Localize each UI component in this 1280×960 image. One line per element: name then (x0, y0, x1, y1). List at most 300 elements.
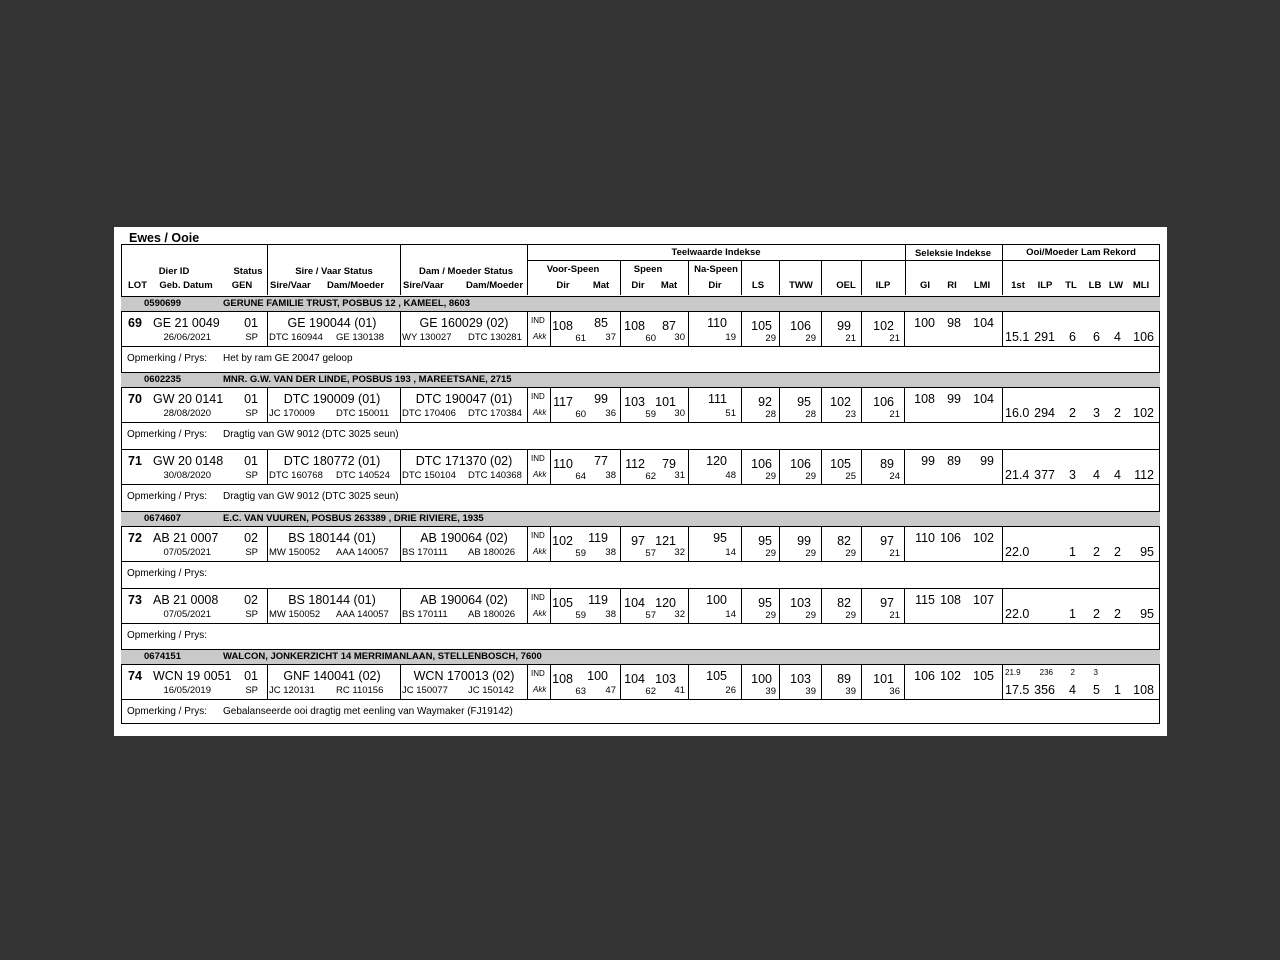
lot-col-rule (741, 588, 742, 623)
sp-dir-akk: 62 (645, 471, 656, 482)
lot-col-rule (620, 664, 621, 699)
akk-label: Akk (533, 332, 547, 341)
rec-tl-value: 1 (1069, 607, 1076, 621)
note-text: Dragtig van GW 9012 (DTC 3025 seun) (223, 491, 399, 502)
ilp-akk: 21 (889, 409, 900, 420)
lot-col-rule (741, 387, 742, 422)
lot-col-rule (741, 311, 742, 346)
ls-akk: 39 (765, 686, 776, 697)
note-top-rule (121, 623, 1160, 624)
lot-col-rule (620, 311, 621, 346)
breeder-code: 0590699 (144, 298, 181, 309)
vs-mat-akk: 38 (605, 547, 616, 558)
lot-col-rule (904, 387, 905, 422)
ilp-value: 97 (880, 534, 894, 548)
lot-col-rule (821, 311, 822, 346)
birth-date: 28/08/2020 (163, 408, 211, 419)
ilp-value: 101 (873, 672, 894, 686)
rec-lw-value: 2 (1114, 406, 1121, 420)
lot-col-rule (267, 588, 268, 623)
rec-ilp-extra: 236 (1039, 668, 1053, 677)
tww-value: 99 (797, 534, 811, 548)
status-value: SP (245, 609, 258, 620)
ls-akk: 29 (765, 548, 776, 559)
oel-akk: 39 (845, 686, 856, 697)
ns-dir-value: 110 (707, 316, 727, 330)
lot-col-rule (620, 588, 621, 623)
vs-dir-akk: 64 (575, 471, 586, 482)
ls-value: 106 (751, 457, 772, 471)
lot-col-rule (779, 526, 780, 561)
sp-mat-value: 101 (655, 395, 676, 409)
oel-value: 82 (837, 534, 851, 548)
tww-value: 95 (797, 395, 811, 409)
lot-col-rule (779, 664, 780, 699)
note-label: Opmerking / Prys: (127, 491, 208, 502)
ls-akk: 28 (765, 409, 776, 420)
lot-col-rule (821, 588, 822, 623)
sire-dam-value: AAA 140057 (336, 609, 389, 620)
lot-col-rule (741, 526, 742, 561)
dam-sire-value: JC 150077 (402, 685, 448, 696)
lot-col-rule (904, 311, 905, 346)
header-sub-rule (527, 260, 1160, 261)
dier-id-header: Dier ID (158, 266, 190, 277)
vs-dir-value: 108 (552, 672, 573, 686)
breeder-code: 0674607 (144, 513, 181, 524)
ls-value: 100 (751, 672, 772, 686)
ri-value: 106 (940, 531, 961, 545)
lot-number: 70 (128, 392, 142, 406)
ns-akk: 51 (725, 408, 736, 419)
ns-dir-header: Dir (708, 280, 722, 291)
rec-mli-value: 112 (1134, 468, 1154, 482)
lot-col-rule (779, 311, 780, 346)
dam-sire-value: DTC 150104 (402, 470, 456, 481)
lot-col-rule (550, 387, 551, 422)
gen-value: 02 (244, 531, 258, 545)
rec-lw-value: 1 (1114, 683, 1121, 697)
akk-label: Akk (533, 408, 547, 417)
rec-first-value: 22.0 (1005, 545, 1030, 559)
lot-col-rule (1002, 526, 1003, 561)
tww-akk: 29 (805, 471, 816, 482)
vs-dir-value: 105 (552, 596, 573, 610)
lot-col-rule (1002, 588, 1003, 623)
vs-mat-akk: 37 (605, 332, 616, 343)
ns-dir-value: 95 (713, 531, 727, 545)
ri-value: 98 (947, 316, 961, 330)
gen-value: 01 (244, 316, 258, 330)
ilp-value: 89 (880, 457, 894, 471)
vs-dir-akk: 63 (575, 686, 586, 697)
lot-col-rule (550, 449, 551, 484)
rec-first-value: 17.5 (1005, 683, 1030, 697)
dam-dam-value: AB 180026 (468, 609, 516, 620)
status-value: SP (245, 685, 258, 696)
rec-ilp-header: ILP (1037, 280, 1053, 291)
lot-col-rule (527, 526, 528, 561)
vs-mat-header: Mat (592, 280, 610, 291)
status-value: SP (245, 408, 258, 419)
ns-akk: 19 (725, 332, 736, 343)
animal-id: AB 21 0007 (153, 531, 219, 545)
lot-col-rule (550, 311, 551, 346)
sp-mat-akk: 30 (674, 332, 685, 343)
vs-mat-value: 119 (588, 531, 608, 545)
animal-id: GE 21 0049 (153, 316, 220, 330)
rec-lb-value: 2 (1093, 545, 1100, 559)
dam-sire-value: BS 170111 (402, 609, 448, 620)
lot-col-rule (267, 311, 268, 346)
gi-value: 115 (915, 593, 935, 607)
sire-value: DTC 180772 (01) (283, 454, 381, 468)
lot-col-rule (688, 311, 689, 346)
ls-akk: 29 (765, 333, 776, 344)
tww-akk: 29 (805, 610, 816, 621)
dam-value: DTC 190047 (01) (415, 392, 513, 406)
ilp-akk: 21 (889, 610, 900, 621)
lot-col-rule (688, 588, 689, 623)
rec-tl-value: 2 (1069, 406, 1076, 420)
vs-dir-akk: 59 (575, 548, 586, 559)
ilp-header: ILP (875, 280, 891, 291)
dam-dam-moeder-header: Dam/Moeder (466, 280, 524, 291)
sp-mat-akk: 41 (674, 685, 685, 696)
lot-col-rule (527, 387, 528, 422)
note-top-rule (121, 422, 1160, 423)
sp-mat-value: 103 (655, 672, 676, 686)
gi-value: 106 (914, 669, 935, 683)
rec-lb-value: 3 (1093, 406, 1100, 420)
lmi-value: 102 (973, 531, 994, 545)
ls-akk: 29 (765, 610, 776, 621)
rec-mli-value: 95 (1140, 545, 1154, 559)
lot-col-rule (620, 387, 621, 422)
birth-date: 07/05/2021 (163, 609, 211, 620)
ind-label: IND (531, 531, 545, 540)
ls-header: LS (751, 280, 765, 291)
rec-first-value: 15.1 (1005, 330, 1030, 344)
lot-col-rule (1002, 387, 1003, 422)
lot-top-rule (121, 664, 1160, 665)
lot-col-rule (821, 387, 822, 422)
rec-ilp-value: 356 (1034, 683, 1055, 697)
vs-dir-akk: 59 (575, 610, 586, 621)
sp-dir-value: 104 (624, 596, 645, 610)
sp-mat-value: 79 (662, 457, 676, 471)
dam-dam-value: DTC 170384 (468, 408, 522, 419)
gen-value: 01 (244, 454, 258, 468)
lot-col-rule (861, 526, 862, 561)
vs-dir-value: 108 (552, 319, 573, 333)
rec-lb-value: 6 (1093, 330, 1100, 344)
sp-dir-akk: 62 (645, 686, 656, 697)
dam-sire-value: WY 130027 (402, 332, 452, 343)
sheet-title: Ewes / Ooie (129, 231, 200, 245)
rec-mli-value: 108 (1133, 683, 1154, 697)
animal-id: GW 20 0148 (153, 454, 224, 468)
sp-dir-akk: 57 (645, 548, 656, 559)
rec-ilp-value: 377 (1034, 468, 1055, 482)
lot-top-rule (121, 526, 1160, 527)
lot-col-rule (861, 311, 862, 346)
ilp-akk: 21 (889, 333, 900, 344)
speen-header: Speen (633, 264, 663, 275)
lot-top-rule (121, 387, 1160, 388)
vs-mat-value: 119 (588, 593, 608, 607)
lot-header: LOT (128, 280, 147, 291)
sire-value: GNF 140041 (02) (283, 669, 381, 683)
vs-dir-value: 117 (553, 395, 573, 409)
breeder-name: WALCON, JONKERZICHT 14 MERRIMANLAAN, STELLENBOSCH, 7600 (223, 651, 542, 662)
ind-label: IND (531, 454, 545, 463)
dam-value: AB 190064 (02) (420, 593, 508, 607)
ind-label: IND (531, 669, 545, 678)
ooi-moeder-header: Ooi/Moeder Lam Rekord (1026, 247, 1136, 258)
sire-dam-value: GE 130138 (336, 332, 385, 343)
ns-dir-value: 100 (706, 593, 727, 607)
lot-col-rule (527, 449, 528, 484)
sire-value: DTC 190009 (01) (283, 392, 381, 406)
lot-col-rule (1002, 664, 1003, 699)
dam-moeder-header: Dam/Moeder (327, 280, 385, 291)
dam-sire-value: BS 170111 (402, 547, 448, 558)
sire-sire-value: JC 120131 (269, 685, 315, 696)
ewes-table (121, 244, 1160, 724)
lot-col-rule (861, 588, 862, 623)
sire-dam-value: DTC 150011 (336, 408, 390, 419)
lot-col-rule (741, 664, 742, 699)
lot-col-rule (904, 588, 905, 623)
lot-col-rule (400, 526, 401, 561)
note-text: Het by ram GE 20047 geloop (223, 353, 353, 364)
vs-mat-value: 99 (594, 392, 608, 406)
ri-value: 89 (947, 454, 961, 468)
breeder-name: E.C. VAN VUUREN, POSBUS 263389 , DRIE RIVIERE, 1935 (223, 513, 484, 524)
rec-first-value: 22.0 (1005, 607, 1030, 621)
sp-mat-akk: 32 (674, 547, 685, 558)
oel-value: 105 (830, 457, 851, 471)
vs-mat-akk: 47 (605, 685, 616, 696)
sire-dam-value: RC 110156 (336, 685, 384, 696)
lot-col-rule (527, 311, 528, 346)
oel-header: OEL (836, 280, 856, 291)
ns-dir-value: 111 (707, 392, 727, 406)
table-top-border (121, 244, 1160, 245)
teelwaarde-header: Teelwaarde Indekse (671, 247, 761, 258)
ns-akk: 14 (725, 547, 736, 558)
dam-dam-value: DTC 140368 (468, 470, 522, 481)
sp-dir-akk: 59 (645, 409, 656, 420)
lot-col-rule (550, 588, 551, 623)
note-top-rule (121, 561, 1160, 562)
vs-dir-akk: 61 (575, 333, 586, 344)
lot-top-rule (121, 449, 1160, 450)
lot-col-rule (779, 588, 780, 623)
akk-label: Akk (533, 609, 547, 618)
dam-value: GE 160029 (02) (419, 316, 509, 330)
lot-number: 69 (128, 316, 142, 330)
ns-dir-value: 120 (706, 454, 727, 468)
note-top-rule (121, 699, 1160, 700)
gen-value: 01 (244, 392, 258, 406)
sp-mat-akk: 30 (674, 408, 685, 419)
sire-dam-value: AAA 140057 (336, 547, 389, 558)
lot-top-rule (121, 588, 1160, 589)
table-bottom-border (121, 723, 1160, 724)
tww-header: TWW (789, 280, 813, 291)
status-value: SP (245, 332, 258, 343)
sp-dir-akk: 60 (645, 333, 656, 344)
vs-mat-value: 100 (587, 669, 608, 683)
dam-sire-value: DTC 170406 (402, 408, 456, 419)
voor-speen-header: Voor-Speen (546, 264, 600, 275)
lot-col-rule (620, 449, 621, 484)
lot-col-rule (779, 449, 780, 484)
breeder-top-rule (121, 649, 1160, 650)
sire-dam-value: DTC 140524 (336, 470, 390, 481)
ls-value: 95 (758, 534, 772, 548)
rec-tl-value: 4 (1069, 683, 1076, 697)
lot-col-rule (861, 387, 862, 422)
sp-dir-value: 104 (624, 672, 645, 686)
breeder-top-rule (121, 511, 1160, 512)
ilp-akk: 21 (889, 548, 900, 559)
lot-col-rule (550, 664, 551, 699)
note-text: Dragtig van GW 9012 (DTC 3025 seun) (223, 429, 399, 440)
note-label: Opmerking / Prys: (127, 429, 208, 440)
ns-akk: 26 (725, 685, 736, 696)
vs-mat-akk: 38 (605, 609, 616, 620)
lot-col-rule (779, 387, 780, 422)
lot-col-rule (688, 449, 689, 484)
rec-lb-value: 5 (1093, 683, 1100, 697)
lot-col-rule (527, 664, 528, 699)
sire-sire-value: JC 170009 (269, 408, 315, 419)
lot-number: 72 (128, 531, 142, 545)
note-label: Opmerking / Prys: (127, 353, 208, 364)
animal-id: WCN 19 0051 (153, 669, 232, 683)
sp-mat-value: 87 (662, 319, 676, 333)
rec-first-value: 21.4 (1005, 468, 1030, 482)
ri-header: RI (947, 280, 957, 291)
ilp-value: 102 (873, 319, 894, 333)
note-text: Gebalanseerde ooi dragtig met eenling van Waymaker (FJ19142) (223, 706, 513, 717)
lot-col-rule (620, 526, 621, 561)
sp-dir-value: 112 (625, 457, 645, 471)
akk-label: Akk (533, 547, 547, 556)
status-value: SP (245, 547, 258, 558)
lot-col-rule (861, 449, 862, 484)
dam-value: WCN 170013 (02) (413, 669, 515, 683)
birth-date: 16/05/2019 (163, 685, 211, 696)
rec-tl-value: 3 (1069, 468, 1076, 482)
lot-col-rule (400, 311, 401, 346)
tww-value: 106 (790, 457, 811, 471)
vs-dir-value: 110 (553, 457, 573, 471)
catalogue-sheet (114, 227, 1167, 736)
gen-value: 02 (244, 593, 258, 607)
note-top-rule (121, 346, 1160, 347)
ls-value: 105 (751, 319, 772, 333)
lot-col-rule (688, 526, 689, 561)
lmi-value: 104 (973, 316, 994, 330)
ind-label: IND (531, 316, 545, 325)
sp-dir-akk: 57 (645, 610, 656, 621)
breeder-code: 0602235 (144, 374, 181, 385)
breeder-name: MNR. G.W. VAN DER LINDE, POSBUS 193 , MAREETSANE, 2715 (223, 374, 512, 385)
gen-value: 01 (244, 669, 258, 683)
rec-tl-value: 1 (1069, 545, 1076, 559)
dam-sire-vaar-header: Sire/Vaar (403, 280, 444, 291)
rec-mli-value: 95 (1140, 607, 1154, 621)
vs-mat-value: 85 (594, 316, 608, 330)
lot-col-rule (267, 664, 268, 699)
oel-akk: 29 (845, 610, 856, 621)
lot-col-rule (550, 526, 551, 561)
sire-vaar-header: Sire/Vaar (270, 280, 311, 291)
lmi-value: 105 (973, 669, 994, 683)
gi-value: 110 (915, 531, 935, 545)
oel-value: 99 (837, 319, 851, 333)
rec-first-value: 16.0 (1005, 406, 1030, 420)
oel-akk: 21 (845, 333, 856, 344)
lot-col-rule (904, 449, 905, 484)
lot-col-rule (400, 449, 401, 484)
oel-value: 82 (837, 596, 851, 610)
lot-top-rule (121, 311, 1160, 312)
ls-value: 95 (758, 596, 772, 610)
sire-sire-value: MW 150052 (269, 609, 321, 620)
sp-mat-value: 120 (655, 596, 676, 610)
lot-col-rule (1002, 449, 1003, 484)
gi-header: GI (919, 280, 931, 291)
akk-label: Akk (533, 685, 547, 694)
birth-date: 30/08/2020 (163, 470, 211, 481)
rec-lb-extra: 3 (1093, 668, 1098, 677)
tww-value: 103 (790, 596, 811, 610)
vs-mat-akk: 36 (605, 408, 616, 419)
sp-dir-header: Dir (631, 280, 645, 291)
mli-header: MLI (1132, 280, 1150, 291)
oel-value: 89 (837, 672, 851, 686)
animal-id: AB 21 0008 (153, 593, 219, 607)
lot-col-rule (400, 664, 401, 699)
sire-value: BS 180144 (01) (288, 593, 376, 607)
lot-col-rule (821, 526, 822, 561)
gi-value: 108 (914, 392, 935, 406)
note-label: Opmerking / Prys: (127, 706, 208, 717)
seleksie-header: Seleksie Indekse (914, 248, 992, 259)
sp-mat-value: 121 (655, 534, 676, 548)
dam-value: AB 190064 (02) (420, 531, 508, 545)
ns-akk: 14 (725, 609, 736, 620)
lot-col-rule (1002, 311, 1003, 346)
lot-col-rule (527, 588, 528, 623)
sire-sire-value: DTC 160944 (269, 332, 323, 343)
rec-mli-value: 106 (1133, 330, 1154, 344)
gen-header: GEN (231, 280, 253, 291)
sp-mat-akk: 32 (674, 609, 685, 620)
lot-number: 73 (128, 593, 142, 607)
vs-dir-header: Dir (556, 280, 570, 291)
lot-col-rule (267, 387, 268, 422)
oel-akk: 25 (845, 471, 856, 482)
ls-akk: 29 (765, 471, 776, 482)
sp-dir-value: 108 (624, 319, 645, 333)
oel-value: 102 (830, 395, 851, 409)
